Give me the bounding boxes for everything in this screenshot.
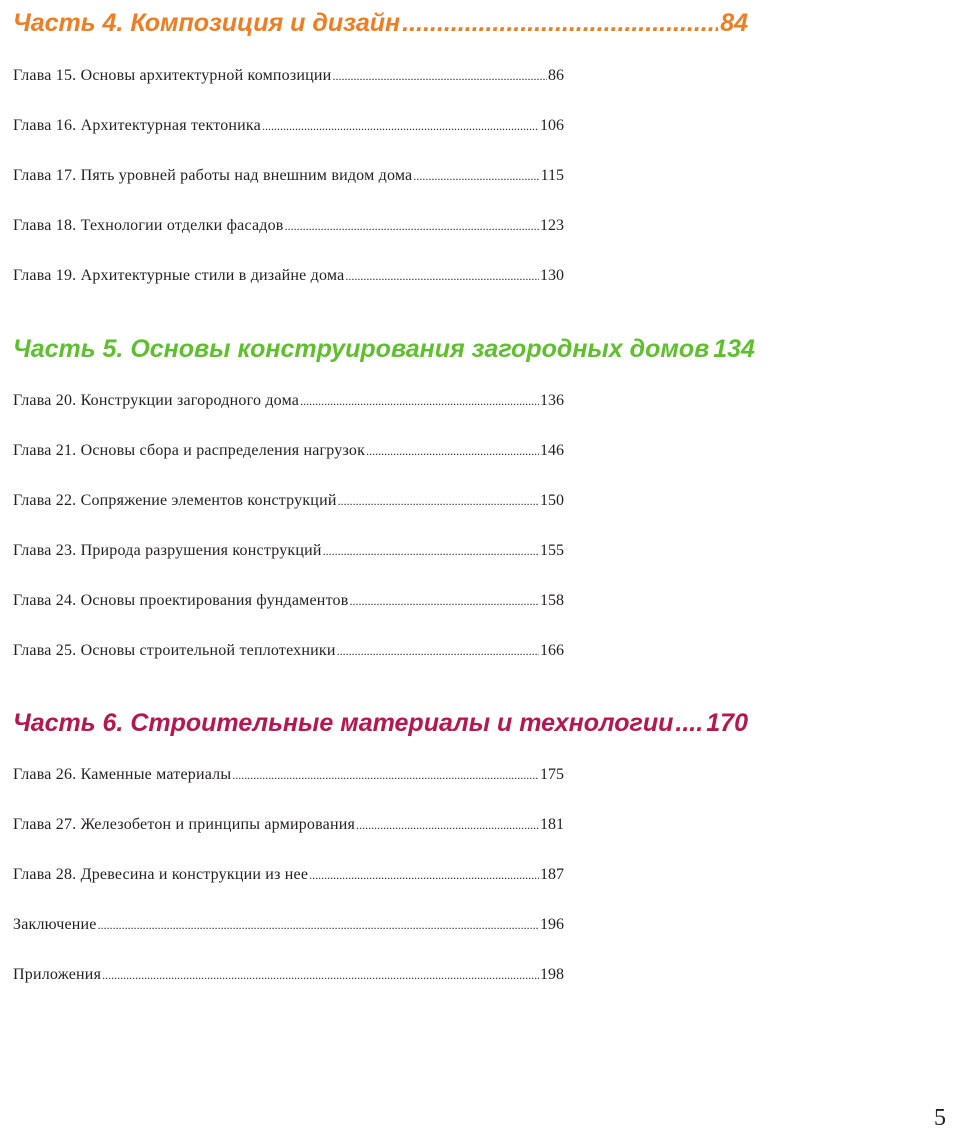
chapter-page-number: 86 — [548, 67, 564, 84]
chapter-title: Глава 18. Технологии отделки фасадов — [13, 217, 284, 234]
chapter-title: Глава 25. Основы строительной теплотехники — [13, 642, 336, 659]
chapter-title: Приложения — [13, 966, 102, 983]
dot-leader — [402, 8, 718, 38]
chapter-title: Глава 17. Пять уровней работы над внешним видом дома — [13, 167, 413, 184]
dot-leader — [356, 816, 539, 834]
chapter-page-number: 198 — [540, 966, 564, 983]
dot-leader — [285, 217, 539, 235]
chapter-page-number: 115 — [540, 167, 564, 184]
chapter-title: Глава 21. Основы сбора и распределения нагрузок — [13, 442, 366, 459]
chapter-title: Глава 20. Конструкции загородного дома — [13, 392, 300, 409]
toc-entry — [13, 442, 564, 492]
toc-entry — [13, 866, 564, 916]
chapter-page-number: 150 — [540, 492, 564, 509]
chapter-title: Глава 19. Архитектурные стили в дизайне дома — [13, 267, 345, 284]
toc-entry — [13, 392, 564, 442]
part-title: Часть 4. Композиция и дизайн — [13, 9, 401, 37]
chapter-title: Глава 16. Архитектурная тектоника — [13, 117, 261, 134]
dot-leader — [102, 966, 539, 984]
toc-entry — [13, 592, 564, 642]
dot-leader — [337, 642, 539, 660]
chapter-page-number: 130 — [540, 267, 564, 284]
chapter-page-number: 155 — [540, 542, 564, 559]
chapter-page-number: 175 — [540, 766, 564, 783]
part-6-heading — [13, 708, 748, 738]
toc-entry — [13, 966, 564, 1016]
toc-entry — [13, 766, 564, 816]
part-6-section — [13, 708, 748, 1016]
part-page-number: 170 — [706, 709, 748, 737]
dot-leader — [345, 267, 539, 285]
part-5-section — [13, 334, 755, 692]
part-5-heading — [13, 334, 755, 364]
toc-entry — [13, 117, 564, 167]
chapter-title: Глава 28. Древесина и конструкции из нее — [13, 866, 309, 883]
chapter-page-number: 123 — [540, 217, 564, 234]
dot-leader — [338, 492, 539, 510]
part-page-number: 134 — [713, 335, 755, 363]
dot-leader — [675, 708, 704, 738]
toc-entry — [13, 492, 564, 542]
chapter-list — [13, 67, 748, 317]
toc-entry — [13, 542, 564, 592]
chapter-page-number: 106 — [540, 117, 564, 134]
dot-leader — [350, 592, 539, 610]
part-4-section — [13, 8, 748, 317]
toc-entry — [13, 267, 564, 317]
toc-entry — [13, 167, 564, 217]
page-number: 5 — [934, 1105, 946, 1131]
chapter-title: Глава 22. Сопряжение элементов конструкций — [13, 492, 337, 509]
chapter-title: Глава 23. Природа разрушения конструкций — [13, 542, 322, 559]
dot-leader — [300, 392, 539, 410]
chapter-page-number: 146 — [540, 442, 564, 459]
toc-entry — [13, 67, 564, 117]
toc-entry — [13, 217, 564, 267]
chapter-list — [13, 766, 748, 1016]
part-page-number: 84 — [720, 9, 748, 37]
dot-leader — [332, 67, 547, 85]
chapter-page-number: 181 — [540, 816, 564, 833]
dot-leader — [366, 442, 539, 460]
dot-leader — [262, 117, 539, 135]
chapter-title: Глава 24. Основы проектирования фундаментов — [13, 592, 349, 609]
toc-entry — [13, 916, 564, 966]
part-4-heading — [13, 8, 748, 38]
dot-leader — [323, 542, 539, 560]
dot-leader — [232, 766, 539, 784]
part-title: Часть 6. Строительные материалы и технологии — [13, 709, 674, 737]
chapter-page-number: 158 — [540, 592, 564, 609]
chapter-title: Заключение — [13, 916, 97, 933]
chapter-title: Глава 15. Основы архитектурной композиции — [13, 67, 332, 84]
dot-leader — [309, 866, 539, 884]
part-title: Часть 5. Основы конструирования загородных домов — [13, 335, 710, 363]
toc-entry — [13, 642, 564, 692]
chapter-title: Глава 27. Железобетон и принципы армирования — [13, 816, 356, 833]
chapter-list — [13, 392, 748, 692]
dot-leader — [98, 916, 539, 934]
dot-leader — [413, 167, 539, 185]
chapter-page-number: 196 — [540, 916, 564, 933]
toc-entry — [13, 816, 564, 866]
chapter-title: Глава 26. Каменные материалы — [13, 766, 232, 783]
chapter-page-number: 166 — [540, 642, 564, 659]
chapter-page-number: 136 — [540, 392, 564, 409]
chapter-page-number: 187 — [540, 866, 564, 883]
